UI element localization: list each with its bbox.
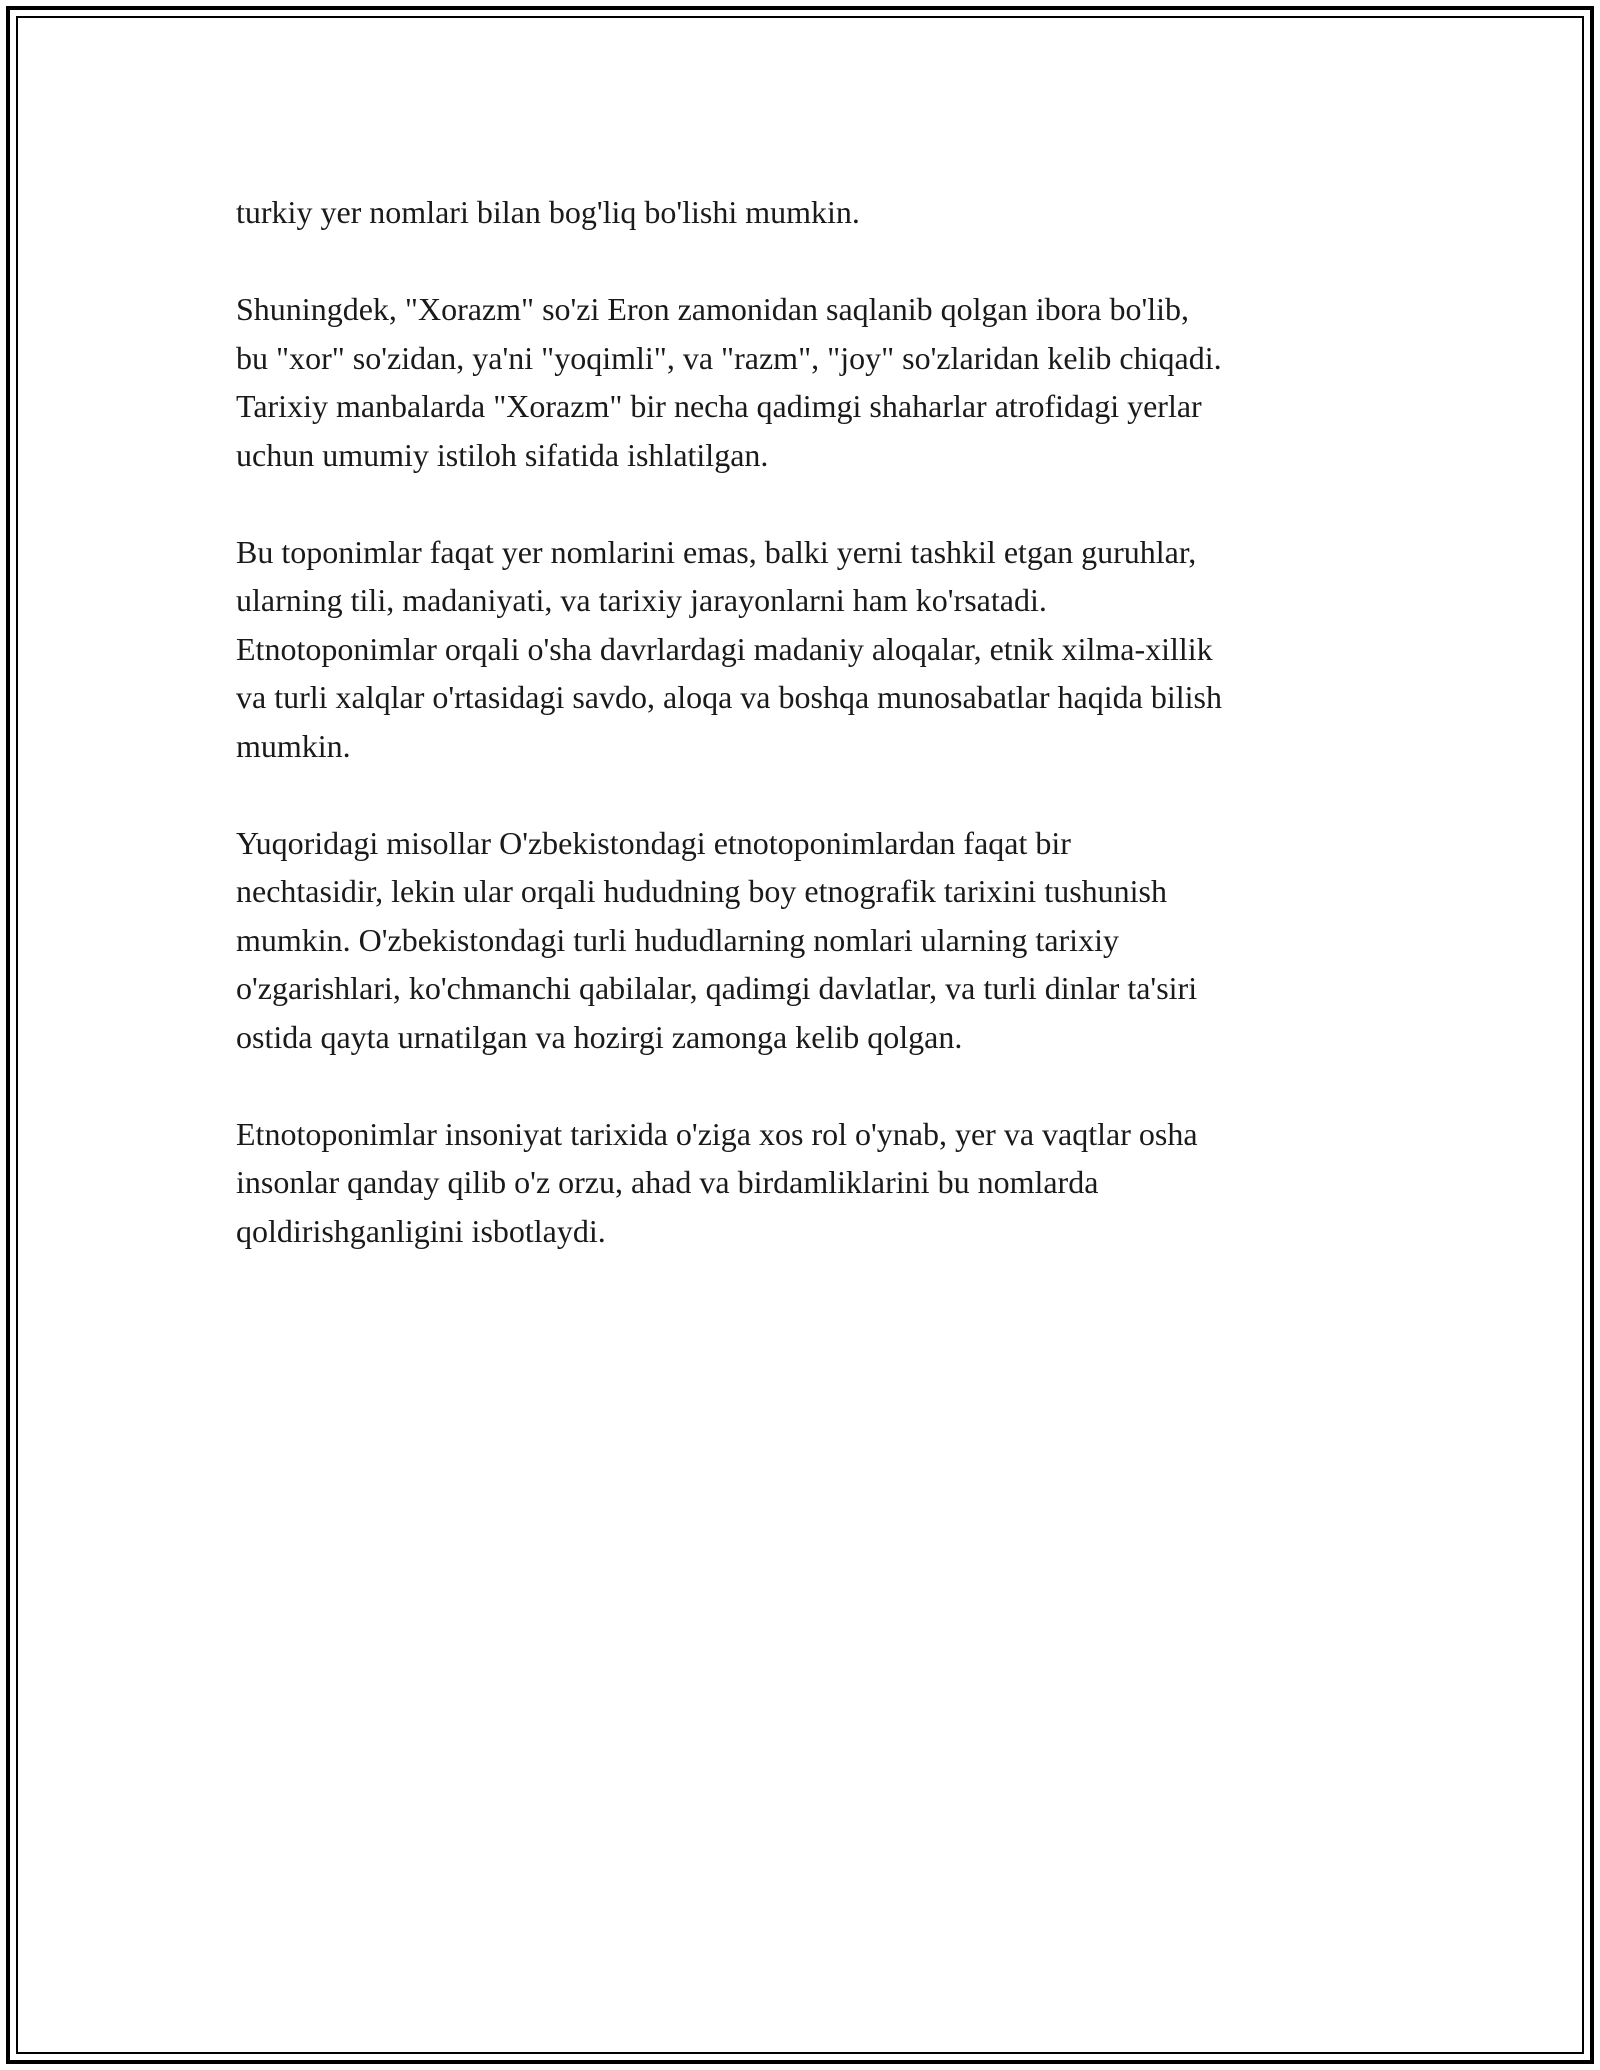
text-line: o'zgarishlari, ko'chmanchi qabilalar, qadimgi davlatlar, va turli dinlar ta'siri bbox=[236, 970, 1198, 1006]
text-line: Shuningdek, "Xorazm" so'zi Eron zamonidan saqlanib qolgan ibora bo'lib, bbox=[236, 291, 1190, 327]
paragraph bbox=[236, 1110, 1396, 1256]
text-line: qoldirishganligini isbotlaydi. bbox=[236, 1212, 606, 1249]
text-line: turkiy yer nomlari bilan bog'liq bo'lishi mumkin. bbox=[236, 194, 860, 230]
paragraph bbox=[236, 819, 1396, 1062]
text-line: va turli xalqlar o'rtasidagi savdo, aloqa va boshqa munosabatlar haqida bilish bbox=[236, 679, 1222, 715]
text-line: Yuqoridagi misollar O'zbekistondagi etnotoponimlardan faqat bir bbox=[236, 824, 1071, 861]
paragraph bbox=[236, 528, 1396, 771]
text-line: Etnotoponimlar insoniyat tarixida o'ziga xos rol o'ynab, yer va vaqtlar osha bbox=[236, 1115, 1198, 1152]
text-line: mumkin. O'zbekistondagi turli hududlarning nomlari ularning tarixiy bbox=[236, 921, 1119, 958]
paragraph bbox=[236, 188, 1396, 237]
text-line: mumkin. bbox=[236, 727, 351, 764]
text-line: insonlar qanday qilib o'z orzu, ahad va birdamliklarini bu nomlarda bbox=[236, 1164, 1099, 1200]
text-line: Tarixiy manbalarda "Xorazm" bir necha qadimgi shaharlar atrofidagi yerlar bbox=[236, 388, 1202, 424]
paragraph bbox=[236, 285, 1396, 479]
text-line: Bu toponimlar faqat yer nomlarini emas, balki yerni tashkil etgan guruhlar, bbox=[236, 533, 1197, 570]
text-line: ostida qayta urnatilgan va hozirgi zamonga kelib qolgan. bbox=[236, 1018, 963, 1055]
text-line: uchun umumiy istiloh sifatida ishlatilgan. bbox=[236, 436, 769, 473]
text-line: nechtasidir, lekin ular orqali hududning boy etnografik tarixini tushunish bbox=[236, 873, 1167, 909]
text-line: Etnotoponimlar orqali o'sha davrlardagi madaniy aloqalar, etnik xilma-xillik bbox=[236, 630, 1213, 667]
text-line: ularning tili, madaniyati, va tarixiy jarayonlarni ham ko'rsatadi. bbox=[236, 582, 1047, 618]
text-line: bu "xor" so'zidan, ya'ni "yoqimli", va "razm", "joy" so'zlaridan kelib chiqadi. bbox=[236, 339, 1222, 376]
document-body bbox=[236, 188, 1396, 1304]
